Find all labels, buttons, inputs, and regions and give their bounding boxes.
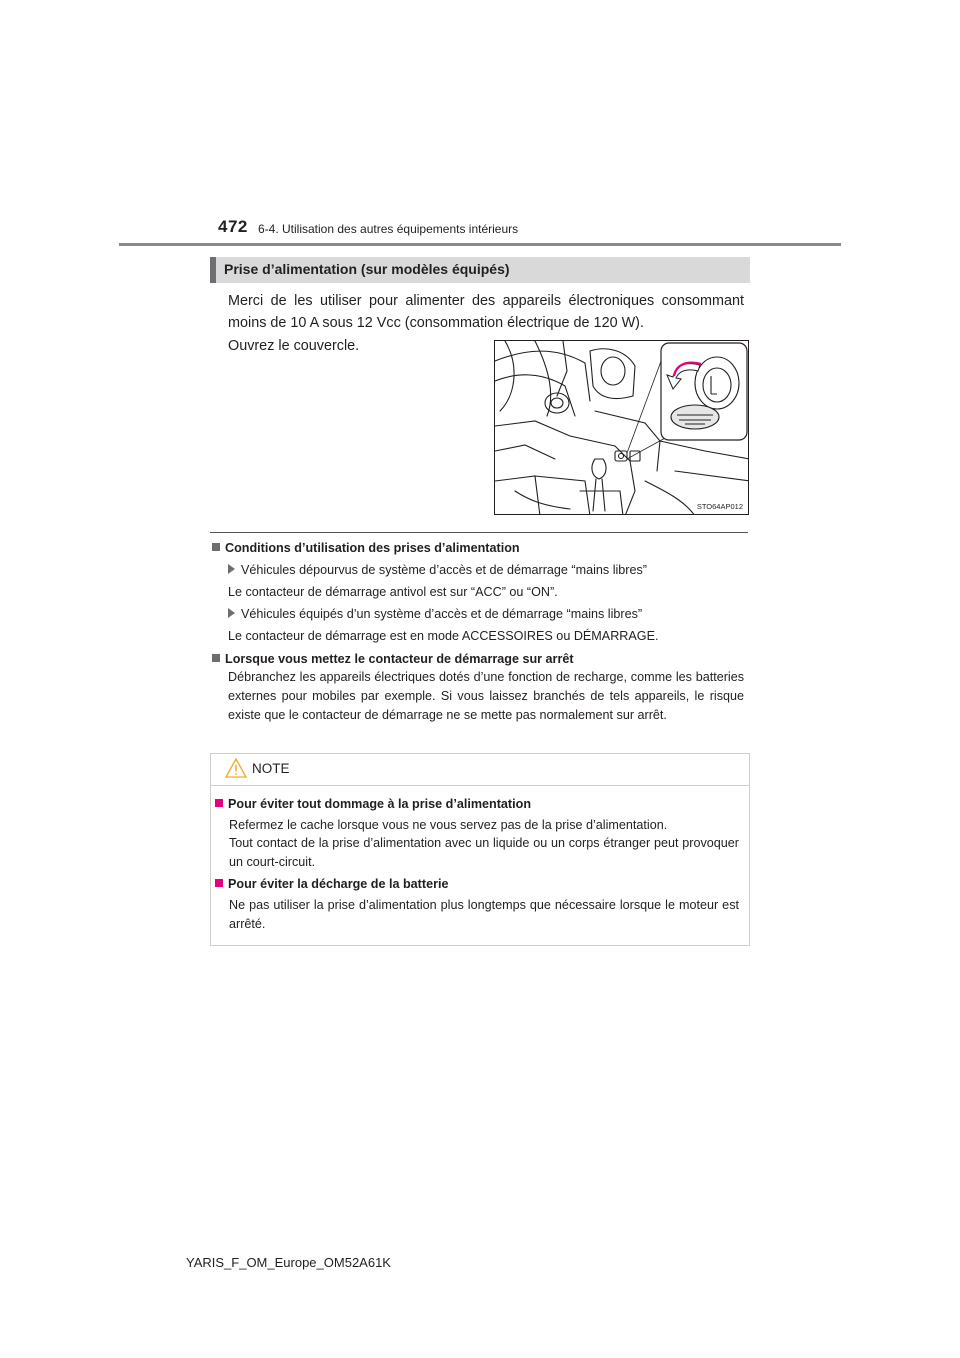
section-intro: Merci de les utiliser pour alimenter des appareils électroniques consommant moins de 10 A sous 12 Vcc (consommation électrique de 120 W). [228,293,744,331]
conditions-item1-row [228,561,744,580]
switch-off-heading: Lorsque vous mettez le contacteur de démarrage sur arrêt [225,652,574,666]
switch-off-text: Débranchez les appareils électriques dotés d’une fonction de recharge, comme les batteries externes pour mobiles par exemple. Si vous laissez branchés de tels appareils, le risque existe que le contacteur de démarrage ne se mette pas normalement sur arrêt. [228,670,744,722]
square-bullet-icon [215,799,223,807]
triangle-bullet-icon [228,564,235,574]
step-instruction: Ouvrez le couvercle. [228,338,360,354]
note-header-rule [211,785,749,786]
square-bullet-icon [215,879,223,887]
conditions-item1-text: Le contacteur de démarrage antivol est sur “ACC” ou “ON”. [228,585,558,599]
section-heading-bar [210,257,750,283]
note-item1-line1: Refermez le cache lorsque vous ne vous servez pas de la prise d’alimentation. [229,818,668,832]
footer-document-code: YARIS_F_OM_Europe_OM52A61K [186,1255,391,1270]
section-divider [210,532,748,533]
triangle-bullet-icon [228,608,235,618]
section-title: Prise d’alimentation (sur modèles équipés) [224,261,510,277]
switch-off-heading-row [212,650,744,669]
note-item1-heading-row [215,795,747,814]
section-heading-accent [210,257,216,283]
note-item2-text: Ne pas utiliser la prise d’alimentation plus longtemps que nécessaire lorsque le moteur est arrêté. [229,898,739,931]
conditions-item2-row [228,605,744,624]
figure-code: STO64AP012 [696,502,743,511]
note-item2-heading-row [215,875,747,894]
conditions-item1-label: Véhicules dépourvus de système d’accès et de démarrage “mains libres” [241,563,647,577]
note-item2-heading: Pour éviter la décharge de la batterie [228,877,449,891]
conditions-item2-label: Véhicules équipés d’un système d’accès et de démarrage “mains libres” [241,607,643,621]
conditions-heading: Conditions d’utilisation des prises d’alimentation [225,541,520,555]
power-outlet-illustration [494,340,749,515]
dashboard-line-art [495,341,749,515]
chapter-title: 6-4. Utilisation des autres équipements intérieurs [258,222,519,236]
conditions-item2-text: Le contacteur de démarrage est en mode ACCESSOIRES ou DÉMARRAGE. [228,629,659,643]
header-rule [119,243,841,246]
conditions-heading-row [212,539,744,558]
square-bullet-icon [212,654,220,662]
page-number: 472 [218,217,248,236]
note-item1-heading: Pour éviter tout dommage à la prise d’alimentation [228,797,532,811]
square-bullet-icon [212,543,220,551]
note-label: NOTE [252,761,290,776]
warning-triangle-icon [224,757,248,779]
note-item1-line2: Tout contact de la prise d’alimentation avec un liquide ou un corps étranger peut provoquer un court-circuit. [229,836,739,869]
